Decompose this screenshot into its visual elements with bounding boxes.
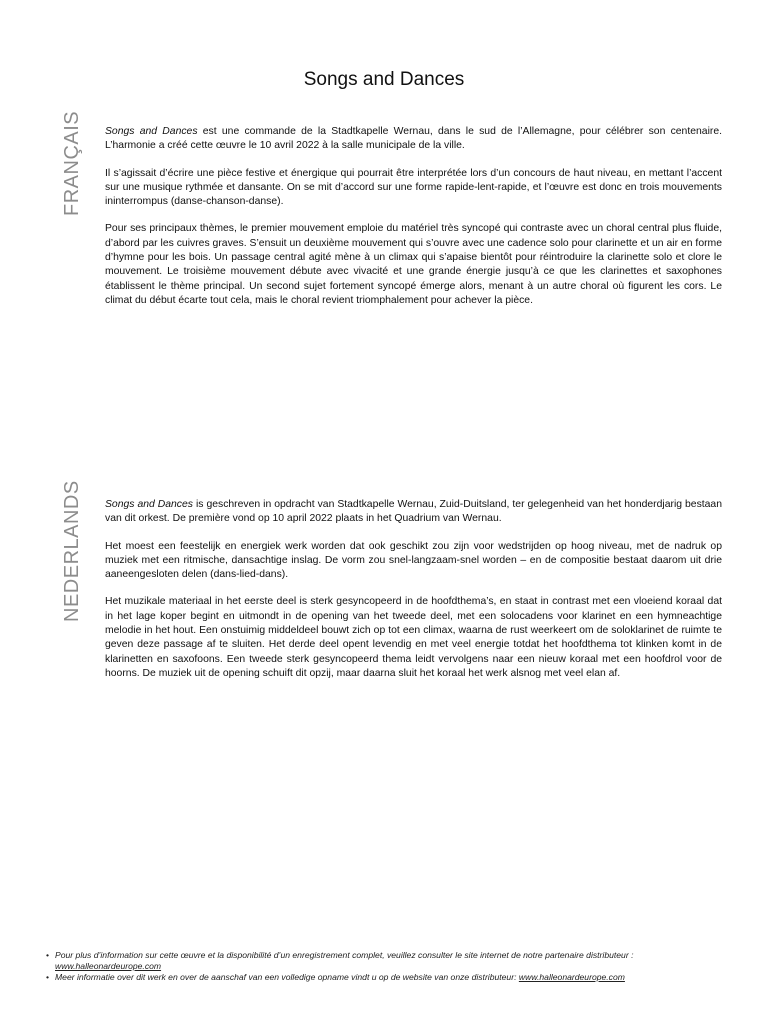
section-label-french: FRANÇAIS (61, 110, 83, 216)
paragraph: Songs and Dances est une commande de la Stadtkapelle Wernau, dans le sud de l’Allemagne, pour célébrer son centenaire. L’harmonie a créé cette œuvre le 10 avril 2022 à la salle municipale de la ville. (105, 126, 722, 152)
paragraph: Het muzikale materiaal in het eerste deel is sterk gesyncopeerd in de hoofdthema’s, en staat in contrast met een vloeiend koraal dat in het lage koper begint en uitmondt in de opening van het tweede deel, met een solocadens voor klarinet en een hymneachtige melodie in het hout. Een onstuimig middeldeel bouwt zich op tot een climax, waarna de rust weerkeert om de soloklarinet de ruimte te geven deze passage af te sluiten. Het derde deel opent levendig en met veel energie totdat het hoofdthema tot klinken komt in de klarinetten en saxofoons. Een tweede sterk gesyncopeerd thema leidt vervolgens naar een nieuw koraal met een hoofdrol voor de hoorns. De muziek uit de opening schuift dit opzij, maar daarna sluit het koraal het werk alsnog met veel elan af. (105, 596, 722, 679)
paragraph: Het moest een feestelijk en energiek werk worden dat ook geschikt zou zijn voor wedstrijden op hoog niveau, met de nadruk op muziek met een ritmische, dansachtige inslag. De vorm zou snel-langzaam-snel worden – en de compositie bestaat daarom uit drie aaneengesloten delen (dans-lied-dans). (105, 540, 722, 581)
section-label-dutch: NEDERLANDS (61, 480, 83, 622)
footer-notes (46, 950, 726, 983)
bullet: • (46, 950, 50, 960)
section-french (105, 125, 722, 321)
section-dutch (105, 498, 722, 694)
distributor-link[interactable]: www.halleonardeurope.com (55, 961, 162, 971)
footnote-dutch: • Meer informatie over dit werk en over de aanschaf van een volledige opname vindt u op de website van onze distributeur: www.halleonardeurope.com (46, 972, 625, 982)
paragraph: Songs and Dances is geschreven in opdracht van Stadtkapelle Wernau, Zuid-Duitsland, ter gelegenheid van het honderdjarig bestaan van dit orkest. De première vond op 10 april 2022 plaats in het Quadrium van Wernau. (105, 499, 722, 525)
work-title-italic: Songs and Dances (105, 499, 193, 510)
page-title: Songs and Dances (303, 68, 465, 90)
paragraph: Pour ses principaux thèmes, le premier mouvement emploie du matériel très syncopé qui contraste avec un choral central plus fluide, d’abord par les cuivres graves. S’ensuit un deuxième mouvement qui s’ouvre avec une cadence solo pour clarinette et un air en forme d’hymne pour les bois. Un passage central agité mène à un climax qui s’apaise bientôt pour réintroduire la clarinette solo et clore le mouvement. Le troisième mouvement débute avec vivacité et une grande énergie jusqu’à ce que les clarinettes et saxophones établissent le thème principal. Un second sujet fortement syncopé émerge alors, menant à un autre choral où figurent les cors. Le climat du début écarte tout cela, mais le choral revient triomphalement pour achever la pièce. (105, 223, 722, 306)
distributor-link[interactable]: www.halleonardeurope.com (518, 972, 625, 982)
bullet: • (46, 972, 50, 982)
footnote-french: • Pour plus d’information sur cette œuvre et la disponibilité d’un enregistrement complet, veuillez consulter le site internet de notre partenaire distributeur : www.halleonardeurope.com (46, 950, 634, 971)
work-title-italic: Songs and Dances (105, 126, 198, 137)
paragraph: Il s’agissait d’écrire une pièce festive et énergique qui pourrait être interprétée lors d’un concours de haut niveau, en mettant l’accent sur une musique rythmée et dansante. On se mit d’accord sur une forme rapide-lent-rapide, et l’œuvre est donc en trois mouvements ininterrompus (danse-chanson-danse). (105, 167, 722, 208)
